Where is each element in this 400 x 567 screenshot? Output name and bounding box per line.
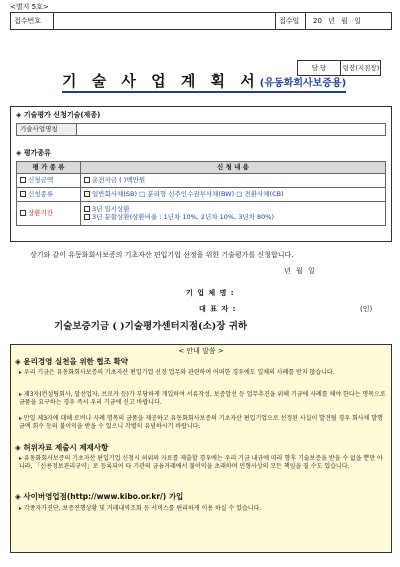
stamp-col-leader: 팀장(지점장) — [342, 64, 380, 72]
tech-name-table — [16, 123, 386, 136]
application-section — [10, 106, 392, 242]
eval-row-amount-kind[interactable]: 신청금액 — [17, 174, 81, 188]
company-label: 기 업 체 명 : — [186, 289, 235, 297]
notice-cyber-heading[interactable]: ◈ 사이버영업점(http://www.kibo.or.kr/) 가입 — [15, 492, 184, 501]
tech-heading: ◈ 기술평가 신청기술(제종) — [16, 111, 101, 119]
tech-name-field[interactable] — [77, 124, 386, 136]
eval-row-term-content[interactable]: 3년 일시상환 3년 분할상환(상환비율 : 1년차 10%, 2년차 10%, 3년차 80%) — [81, 202, 386, 226]
date-line: 년 월 일 — [284, 267, 315, 275]
receipt-no-label: 접수번호 — [14, 17, 42, 25]
receipt-date-label: 접수일 — [279, 17, 300, 25]
checkbox[interactable] — [84, 177, 90, 183]
notice-cyber-p1: ▸ 각종자가진단, 보증진행상황 및 거래내역조회 등 서비스를 편리하게 이용 하실 수 있습니다. — [19, 505, 262, 512]
notice-ethics-p2: ▸ 제3자(컨설팅회사, 알선업자, 브로커 등)가 부당하게 개입하여 서류작성, 보증알선 등 업무추진을 위해 기금에 사례를 해야 한다는 명목으로 금품을 요구하는 경우 즉시 우리 기금에 신고 바랍니다. — [19, 391, 386, 407]
eval-table — [16, 161, 386, 226]
stamp-col-manager: 담 당 — [311, 64, 327, 72]
checkbox[interactable] — [84, 191, 90, 197]
eval-heading: ◈ 평가종류 — [16, 149, 51, 157]
addressee: 기술보증기금 ( )기술평가센터지점(소)장 귀하 — [54, 321, 248, 332]
title-sub: (유동화회사보증용) — [259, 78, 347, 89]
eval-row-amount-content[interactable]: 운전자금 ( )백만원 — [81, 174, 386, 188]
receipt-date-value[interactable]: 20 년 월 일 — [313, 17, 361, 25]
receipt-no-field[interactable] — [55, 13, 275, 29]
notice-box — [10, 344, 392, 553]
checkbox[interactable] — [84, 214, 90, 220]
eval-col-kind: 평 가 종 류 — [17, 162, 81, 174]
receipt-header-row — [10, 12, 392, 30]
title-main: 기 술 사 업 계 획 서 — [62, 72, 260, 90]
representative-label: 대 표 자 : — [199, 305, 237, 313]
form-number-label: <별지 5호> — [10, 3, 49, 11]
notice-ethics-heading: ◈ 윤리경영 실천을 위한 협조 확약 — [15, 357, 129, 366]
notice-false-data-p1: ▸ 유동화회사보증의 기초자산 편입기업 신청시 허위의 자료를 제출할 경우에는 우리 기금 내규에 따라 향후 기술보증을 받을 수 없을 뿐만 아니라, 「신용정보관리규약」로 등록되어 타 기관의 금융거래에서 불이익을 초래하며 민형사상의 모든 책임을 질 수도 있습니다. — [19, 455, 383, 471]
checkbox[interactable] — [20, 210, 26, 216]
checkbox[interactable] — [20, 177, 26, 183]
notice-ethics-p1: ▸ 우리 기금은 유동화회사보증의 기초자산 편입기업 선정 업무와 관련하여 어떠한 경우에도 일체의 사례를 받지 않습니다. — [19, 369, 335, 376]
eval-row-term-kind[interactable]: 상환기간 — [17, 202, 81, 226]
eval-row-type-kind[interactable]: 신청종류 — [17, 188, 81, 202]
seal-mark: (인) — [360, 305, 373, 313]
tech-name-label: 기술사업명칭 — [17, 124, 77, 136]
statement-text: 상기와 같이 유동화회사보증의 기초자산 편입기업 선정을 위한 기술평가를 신청합니다. — [30, 251, 294, 259]
notice-false-data-heading: ◈ 허위자료 제출시 제재사항 — [15, 443, 109, 452]
notice-title: < 안내 말씀 > — [178, 347, 224, 355]
checkbox[interactable] — [20, 191, 26, 197]
eval-col-content: 신 청 내 용 — [81, 162, 386, 174]
eval-row-type-content[interactable]: 일반회사채(SB) □ 분리형 신주인수권부사채(BW) □ 전환사채(CB) — [81, 188, 386, 202]
document-title — [62, 72, 346, 90]
checkbox[interactable] — [84, 206, 90, 212]
notice-ethics-p3: ▸ 만일 제3자에 대해 로비나 사례 명목의 금품을 제공하고 유동화회사보증의 기초자산 편입기업으로 선정된 사실이 발견될 경우 회사채 발행금액 회수 등의 불이익을 받을 수 있으니 각별히 유념하시기 바랍니다. — [19, 415, 383, 431]
